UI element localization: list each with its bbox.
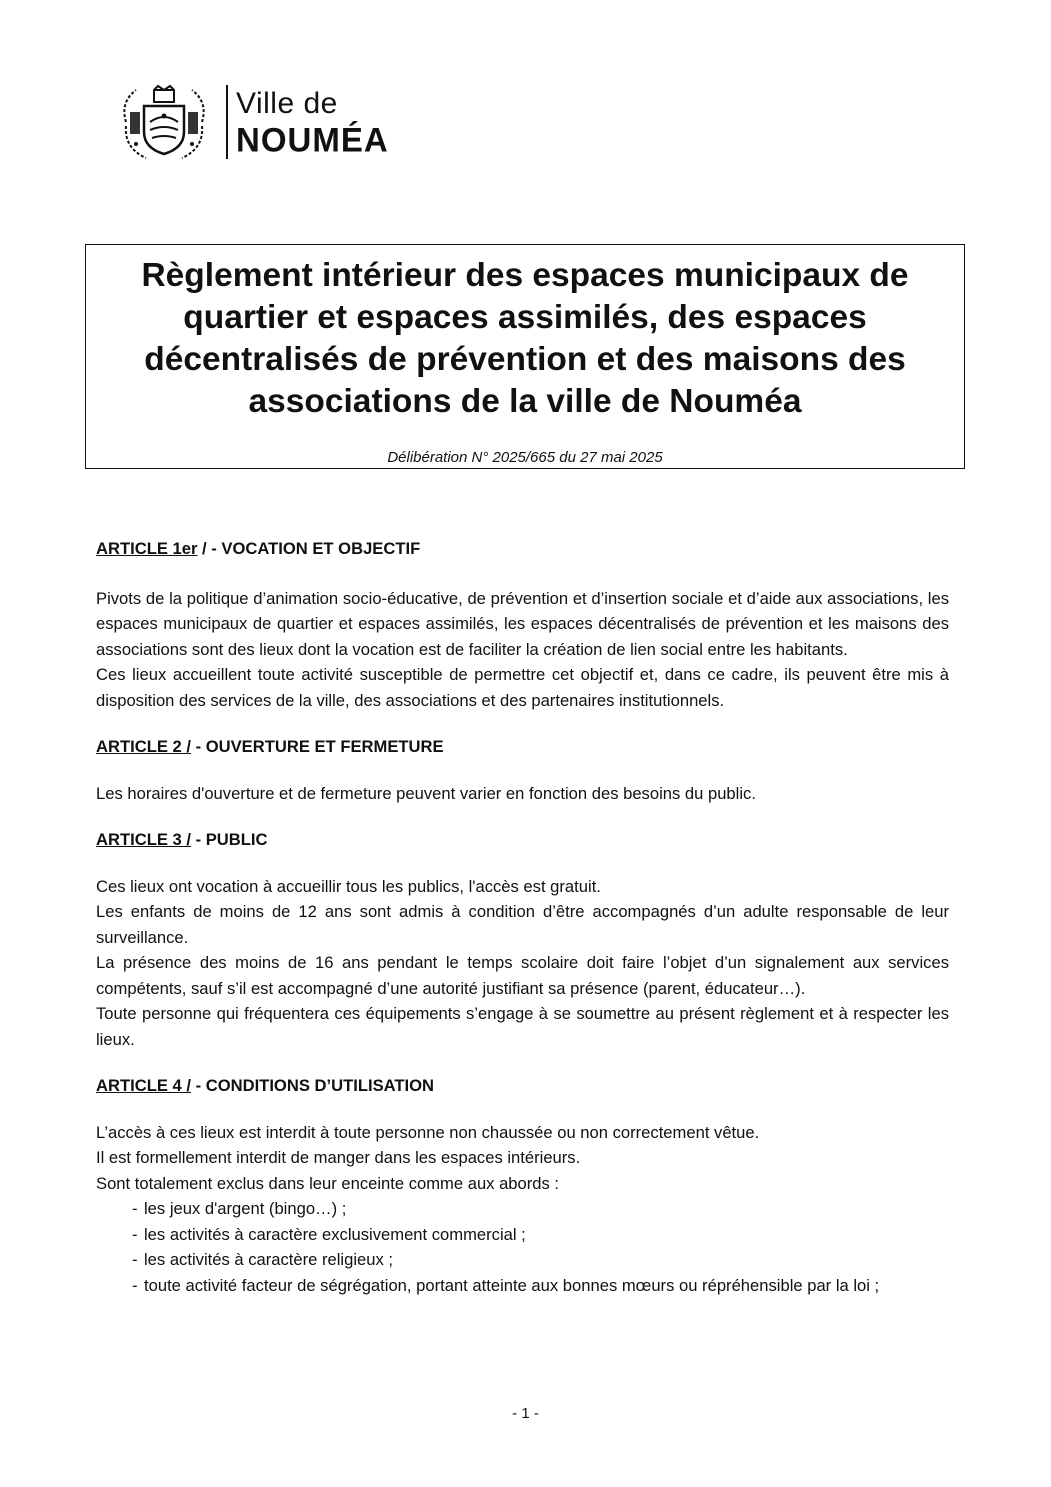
article-4-title: - CONDITIONS D’UTILISATION bbox=[190, 1076, 435, 1095]
article-1-heading bbox=[96, 536, 949, 562]
article-1-paragraph: Pivots de la politique d’animation socio-éducative, de prévention et d’insertion sociale et d’aide aux associations, les espaces municipaux de quartier et espaces assimilés, les espaces décentralisés de prévention et les maisons des associations sont des lieux dont la vocation est de faciliter la création de lien social entre les habitants. bbox=[96, 588, 949, 659]
logo-line2: NOUMÉA bbox=[236, 119, 389, 159]
page-number: - 1 - bbox=[512, 1405, 539, 1422]
article-2-paragraph: Les horaires d'ouverture et de fermeture peuvent varier en fonction des besoins du public. bbox=[96, 783, 756, 803]
list-item: - les activités à caractère religieux ; bbox=[96, 1247, 949, 1273]
article-2-number: ARTICLE 2 / bbox=[96, 737, 191, 756]
title-box bbox=[85, 244, 965, 469]
list-item: - toute activité facteur de ségrégation, portant atteinte aux bonnes mœurs ou répréhensible par la loi ; bbox=[96, 1273, 949, 1299]
article-3-heading bbox=[96, 827, 949, 853]
document-title: Règlement intérieur des espaces municipaux de quartier et espaces assimilés, des espaces décentralisés de prévention et des maisons des associations de la ville de Nouméa bbox=[141, 257, 909, 420]
article-2-title: - OUVERTURE ET FERMETURE bbox=[190, 737, 444, 756]
article-3-paragraph: Toute personne qui fréquentera ces équipements s’engage à se soumettre au présent règlement et à respecter les lieux. bbox=[96, 1004, 949, 1049]
article-4-number: ARTICLE 4 / bbox=[96, 1076, 191, 1095]
article-3-title: - PUBLIC bbox=[190, 830, 268, 849]
article-2-heading bbox=[96, 734, 949, 760]
excluded-activities-list bbox=[96, 1196, 949, 1298]
city-logo bbox=[116, 82, 389, 162]
logo-divider bbox=[226, 85, 228, 159]
article-1-number: ARTICLE 1er bbox=[96, 539, 198, 558]
article-4-paragraph: Sont totalement exclus dans leur enceinte comme aux abords : bbox=[96, 1173, 560, 1193]
article-4-heading bbox=[96, 1073, 949, 1099]
article-4-paragraph: L’accès à ces lieux est interdit à toute personne non chaussée ou non correctement vêtue. bbox=[96, 1122, 760, 1142]
city-seal-icon bbox=[116, 82, 212, 162]
article-3-number: ARTICLE 3 / bbox=[96, 830, 191, 849]
article-1-paragraph: Ces lieux accueillent toute activité susceptible de permettre cet objectif et, dans ce cadre, ils peuvent être mis à disposition des services de la ville, des associations et des partenaires institutionnels. bbox=[96, 665, 949, 710]
article-3-paragraph: Ces lieux ont vocation à accueillir tous les publics, l'accès est gratuit. bbox=[96, 876, 601, 896]
document-body bbox=[96, 536, 949, 1298]
logo-text bbox=[236, 86, 389, 159]
deliberation-reference: Délibération N° 2025/665 du 27 mai 2025 bbox=[387, 449, 663, 466]
article-4-paragraph: Il est formellement interdit de manger dans les espaces intérieurs. bbox=[96, 1148, 581, 1167]
logo-line1: Ville de bbox=[236, 86, 338, 120]
list-item: - les activités à caractère exclusivement commercial ; bbox=[96, 1222, 949, 1248]
article-3-paragraph: La présence des moins de 16 ans pendant le temps scolaire doit faire l’objet d’un signalement aux services compétents, sauf s’il est accompagné d’une autorité justifiant sa présence (parent, éducateur…). bbox=[96, 953, 949, 998]
article-1-title: / - VOCATION ET OBJECTIF bbox=[197, 539, 421, 558]
article-3-paragraph: Les enfants de moins de 12 ans sont admis à condition d’être accompagnés d’un adulte responsable de leur surveillance. bbox=[96, 902, 949, 947]
list-item: - les jeux d'argent (bingo…) ; bbox=[96, 1196, 949, 1222]
